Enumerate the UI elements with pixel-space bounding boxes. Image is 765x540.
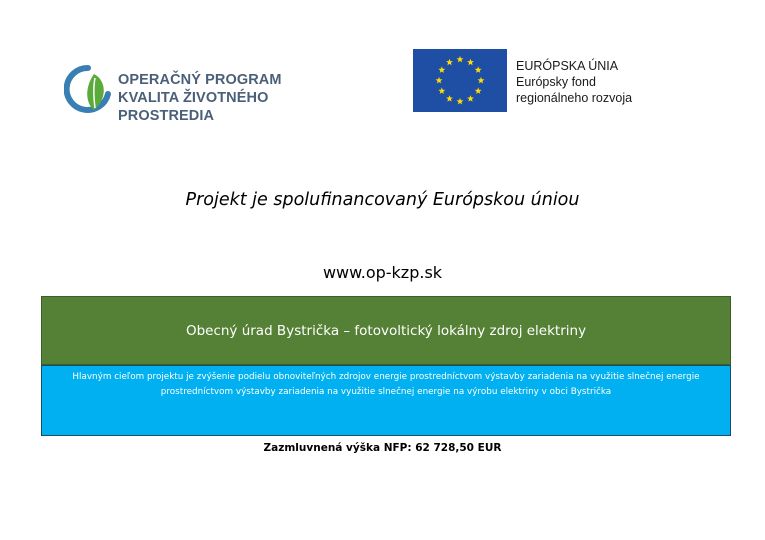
eu-star-icon (457, 98, 464, 105)
eu-star-icon (478, 77, 485, 84)
op-logo-line1: OPERAČNÝ PROGRAM (118, 72, 282, 88)
eu-star-icon (467, 95, 474, 102)
eu-star-icon (467, 59, 474, 66)
nfp-amount: Zazmluvnená výška NFP: 62 728,50 EUR (263, 442, 502, 454)
eu-star-icon (446, 59, 453, 66)
eu-fund-text (516, 58, 632, 106)
eu-star-icon (438, 87, 445, 94)
cofinanced-heading: Projekt je spolufinancovaný Európskou úniou (185, 190, 580, 210)
project-title-box (41, 296, 731, 365)
eu-title: EURÓPSKA ÚNIA (516, 59, 619, 73)
op-kzp-logo-text (118, 71, 364, 125)
eu-star-icon (446, 95, 453, 102)
op-logo-line2: KVALITA ŽIVOTNÉHO PROSTREDIA (118, 90, 269, 124)
eu-star-icon (475, 87, 482, 94)
project-description: Hlavným cieľom projektu je zvýšenie podielu obnoviteľných zdrojov energie prostredníctvom výstavby zariadenia na využitie slnečnej energie prostredníctvom výstavby zariadenia na využitie slnečnej energie na výrobu elektriny v obci Bystrička (72, 372, 700, 397)
website-text: www.op-kzp.sk (322, 263, 443, 282)
op-kzp-logo (64, 62, 364, 124)
eu-star-icon (457, 56, 464, 63)
project-description-box (41, 365, 731, 436)
op-kzp-leaf-icon (64, 64, 112, 114)
eu-fund-line: Európsky fond (516, 75, 596, 89)
eu-fund-line-2: regionálneho rozvoja (516, 91, 633, 105)
eu-flag (413, 49, 507, 112)
project-title: Obecný úrad Bystrička – fotovoltický lokálny zdroj elektriny (185, 322, 587, 339)
eu-stars-icon (413, 49, 507, 112)
eu-star-icon (438, 66, 445, 73)
eu-star-icon (475, 66, 482, 73)
eu-star-icon (436, 77, 443, 84)
